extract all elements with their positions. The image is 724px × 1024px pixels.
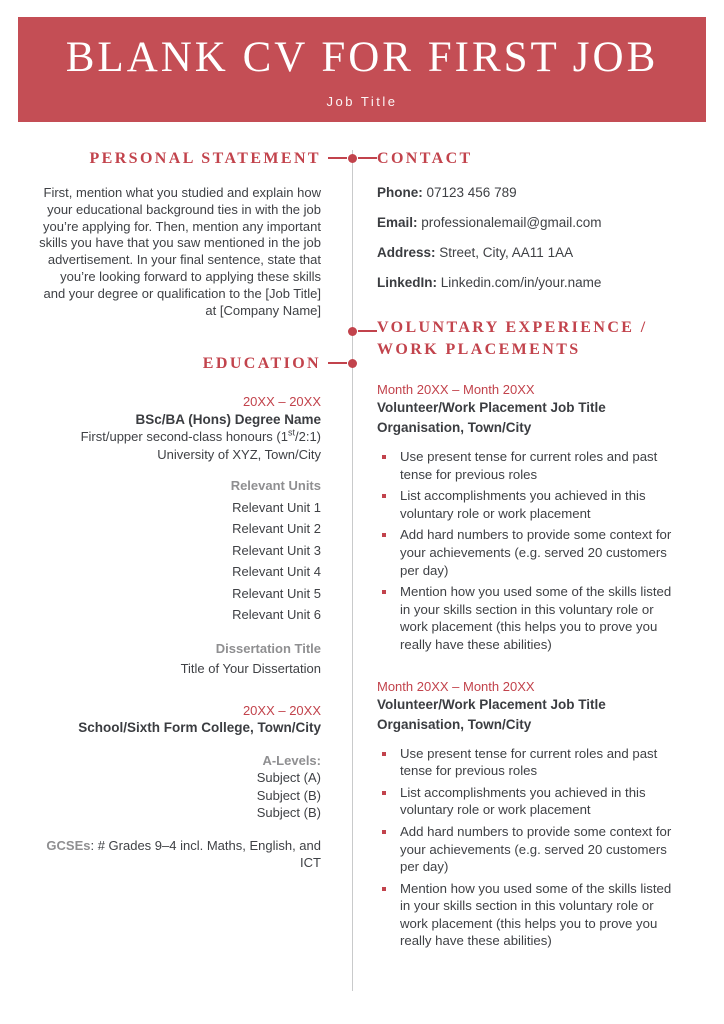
bullet-item bbox=[377, 880, 685, 950]
bullet-square-icon bbox=[382, 494, 386, 498]
gcse-text: : # Grades 9–4 incl. Maths, English, and ICT bbox=[90, 837, 321, 871]
header-banner bbox=[18, 17, 706, 122]
relevant-unit: Relevant Unit 3 bbox=[232, 542, 321, 558]
voluntary-heading bbox=[377, 317, 685, 361]
gcse-label: GCSEs bbox=[46, 837, 91, 853]
bullet-item bbox=[377, 784, 685, 819]
relevant-unit: Relevant Unit 4 bbox=[232, 564, 321, 580]
alevels-label: A-Levels: bbox=[262, 752, 321, 768]
bullet-item bbox=[377, 583, 685, 653]
contact-address-label: Address: bbox=[377, 245, 436, 260]
bullet-text: Add hard numbers to provide some context for your achievements (e.g. served 20 customers per day) bbox=[400, 823, 672, 875]
bullet-text: Use present tense for current roles and past tense for previous roles bbox=[400, 449, 658, 482]
bullet-text: List accomplishments you achieved in this voluntary role or work placement bbox=[400, 784, 646, 818]
contact-address-value: Street, City, AA11 1AA bbox=[435, 245, 574, 260]
section-dot-education bbox=[348, 359, 357, 368]
entry-bullet-list bbox=[377, 745, 685, 951]
bullet-square-icon bbox=[382, 887, 386, 891]
contact-email bbox=[377, 214, 685, 231]
gcse-line bbox=[39, 837, 321, 872]
bullet-text: Mention how you used some of the skills listed in your skills section in this voluntary role or work placement (this helps you to prove you really have these abilities) bbox=[400, 880, 672, 949]
bullet-item bbox=[377, 487, 685, 522]
relevant-unit: Relevant Unit 1 bbox=[232, 499, 321, 515]
section-tick-education bbox=[328, 362, 347, 364]
alevel-subject: Subject (B) bbox=[256, 805, 321, 821]
bullet-text: List accomplishments you achieved in this voluntary role or work placement bbox=[400, 488, 646, 521]
contact-email-value: professionalemail@gmail.com bbox=[417, 215, 602, 230]
bullet-item bbox=[377, 823, 685, 876]
honours-prefix: First/upper second-class honours (1 bbox=[80, 429, 288, 445]
bullet-square-icon bbox=[382, 590, 386, 594]
relevant-unit: Relevant Unit 2 bbox=[232, 521, 321, 537]
contact-email-label: Email: bbox=[377, 215, 418, 230]
university-dates: 20XX – 20XX bbox=[242, 394, 321, 410]
alevel-subject: Subject (B) bbox=[256, 787, 321, 803]
column-divider-line bbox=[352, 150, 353, 991]
bullet-text: Add hard numbers to provide some context for your achievements (e.g. served 20 customers per day) bbox=[400, 527, 672, 578]
entry-job-title: Volunteer/Work Placement Job Title bbox=[377, 400, 606, 415]
section-dot-contact bbox=[348, 154, 357, 163]
honours-superscript: st bbox=[287, 428, 295, 439]
entry-organisation: Organisation, Town/City bbox=[377, 716, 532, 732]
bullet-item bbox=[377, 448, 685, 483]
bullet-text: Mention how you used some of the skills listed in your skills section in this voluntary role or work placement (this helps you to prove you really have these abilities) bbox=[400, 584, 672, 652]
contact-phone-value: 07123 456 789 bbox=[422, 185, 517, 200]
section-tick-contact bbox=[358, 157, 377, 159]
university-name: University of XYZ, Town/City bbox=[157, 446, 321, 462]
honours-line bbox=[39, 428, 321, 446]
entry-bullet-list bbox=[377, 448, 685, 654]
bullet-square-icon bbox=[382, 455, 386, 459]
entry-dates: Month 20XX – Month 20XX bbox=[377, 382, 535, 397]
personal-statement-heading: PERSONAL STATEMENT bbox=[89, 150, 321, 167]
entry-job-title: Volunteer/Work Placement Job Title bbox=[377, 696, 606, 712]
bullet-item bbox=[377, 526, 685, 579]
college-name: School/Sixth Form College, Town/City bbox=[78, 720, 321, 736]
voluntary-heading-line1: VOLUNTARY EXPERIENCE / bbox=[377, 319, 648, 336]
job-title-subtitle: Job Title bbox=[326, 94, 398, 109]
section-tick-personal-statement bbox=[328, 157, 347, 159]
contact-phone bbox=[377, 184, 685, 201]
bullet-square-icon bbox=[382, 533, 386, 537]
contact-linkedin-value: Linkedin.com/in/your.name bbox=[437, 275, 602, 290]
honours-suffix: /2:1) bbox=[294, 429, 321, 445]
relevant-units-label: Relevant Units bbox=[230, 478, 321, 494]
dissertation-label: Dissertation Title bbox=[215, 640, 321, 656]
relevant-unit: Relevant Unit 5 bbox=[232, 585, 321, 601]
entry-dates: Month 20XX – Month 20XX bbox=[377, 678, 535, 694]
right-column bbox=[377, 150, 685, 954]
entry-organisation: Organisation, Town/City bbox=[377, 420, 532, 435]
experience-entry bbox=[377, 678, 685, 951]
left-column bbox=[39, 150, 321, 872]
contact-linkedin-label: LinkedIn: bbox=[377, 275, 437, 290]
bullet-item bbox=[377, 745, 685, 780]
bullet-square-icon bbox=[382, 752, 386, 756]
college-dates: 20XX – 20XX bbox=[242, 702, 321, 718]
contact-phone-label: Phone: bbox=[377, 185, 423, 200]
contact-address bbox=[377, 244, 685, 261]
dissertation-title: Title of Your Dissertation bbox=[180, 661, 321, 677]
relevant-unit: Relevant Unit 6 bbox=[232, 607, 321, 623]
cv-title: BLANK CV FOR FIRST JOB bbox=[65, 34, 659, 81]
bullet-square-icon bbox=[382, 791, 386, 795]
education-heading: EDUCATION bbox=[202, 355, 321, 373]
contact-heading: CONTACT bbox=[377, 150, 473, 167]
section-tick-voluntary bbox=[358, 330, 377, 332]
experience-entry bbox=[377, 381, 685, 654]
voluntary-heading-line2: WORK PLACEMENTS bbox=[377, 341, 581, 358]
bullet-text: Use present tense for current roles and past tense for previous roles bbox=[400, 745, 658, 779]
personal-statement-body: First, mention what you studied and explain how your educational background ties in with the job you’re applying for. Then, mention any important skills you have that you saw mentioned in the job advertisement. In your final sentence, state that you’re looking forward to applying these skills and your degree or qualification to the [Job Title] at [Company Name] bbox=[39, 185, 321, 318]
alevel-subject: Subject (A) bbox=[256, 770, 321, 786]
contact-linkedin bbox=[377, 274, 685, 291]
bullet-square-icon bbox=[382, 830, 386, 834]
degree-name: BSc/BA (Hons) Degree Name bbox=[135, 411, 321, 427]
section-dot-voluntary bbox=[348, 327, 357, 336]
